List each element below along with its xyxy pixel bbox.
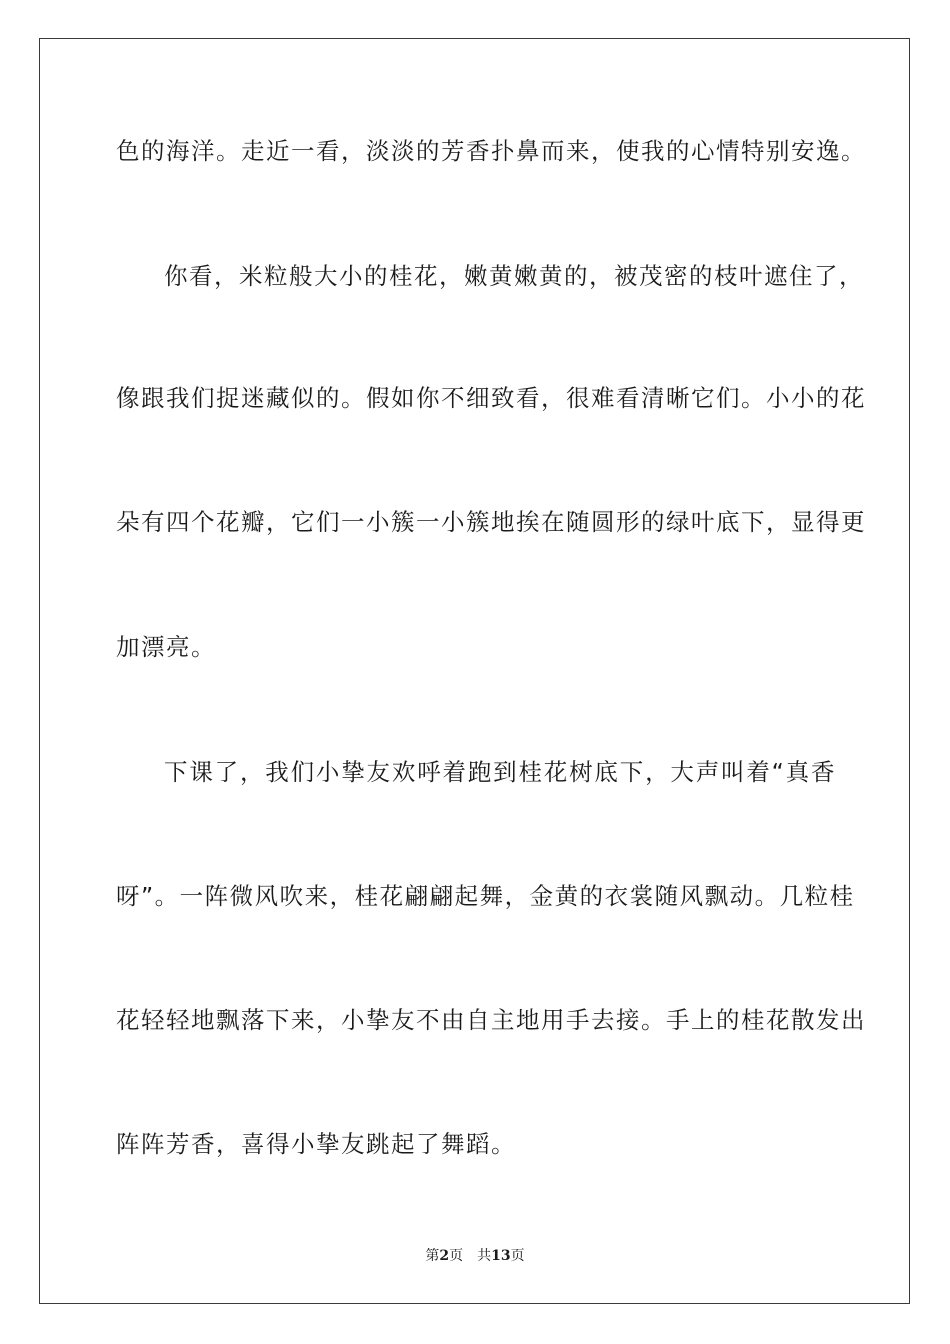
page-suffix: 页 [449,1248,464,1264]
page-prefix: 第 [425,1248,440,1264]
text-line: 朵有四个花瓣，它们一小簇一小簇地挨在随圆形的绿叶底下，显得更 [116,508,866,536]
text-line: 色的海洋。走近一看，淡淡的芳香扑鼻而来，使我的心情特别安逸。 [116,137,866,165]
page-current: 2 [439,1248,450,1264]
total-prefix: 共 [477,1248,492,1264]
page-border [39,38,910,1304]
text-line: 像跟我们捉迷藏似的。假如你不细致看，很难看清晰它们。小小的花 [116,384,866,412]
text-line: 呀”。一阵微风吹来，桂花翩翩起舞，金黄的衣裳随风飘动。几粒桂 [116,882,855,910]
total-suffix: 页 [510,1248,525,1264]
text-line: 花轻轻地飘落下来，小挚友不由自主地用手去接。手上的桂花散发出 [116,1006,866,1034]
page-total: 13 [491,1248,511,1264]
text-line: 阵阵芳香，喜得小挚友跳起了舞蹈。 [116,1130,516,1158]
text-line: 加漂亮。 [116,633,216,661]
page-footer [0,1247,950,1265]
paragraph-first-line: 下课了，我们小挚友欢呼着跑到桂花树底下，大声叫着“真香 [164,758,836,786]
paragraph-first-line: 你看，米粒般大小的桂花，嫩黄嫩黄的，被茂密的枝叶遮住了， [164,262,864,290]
